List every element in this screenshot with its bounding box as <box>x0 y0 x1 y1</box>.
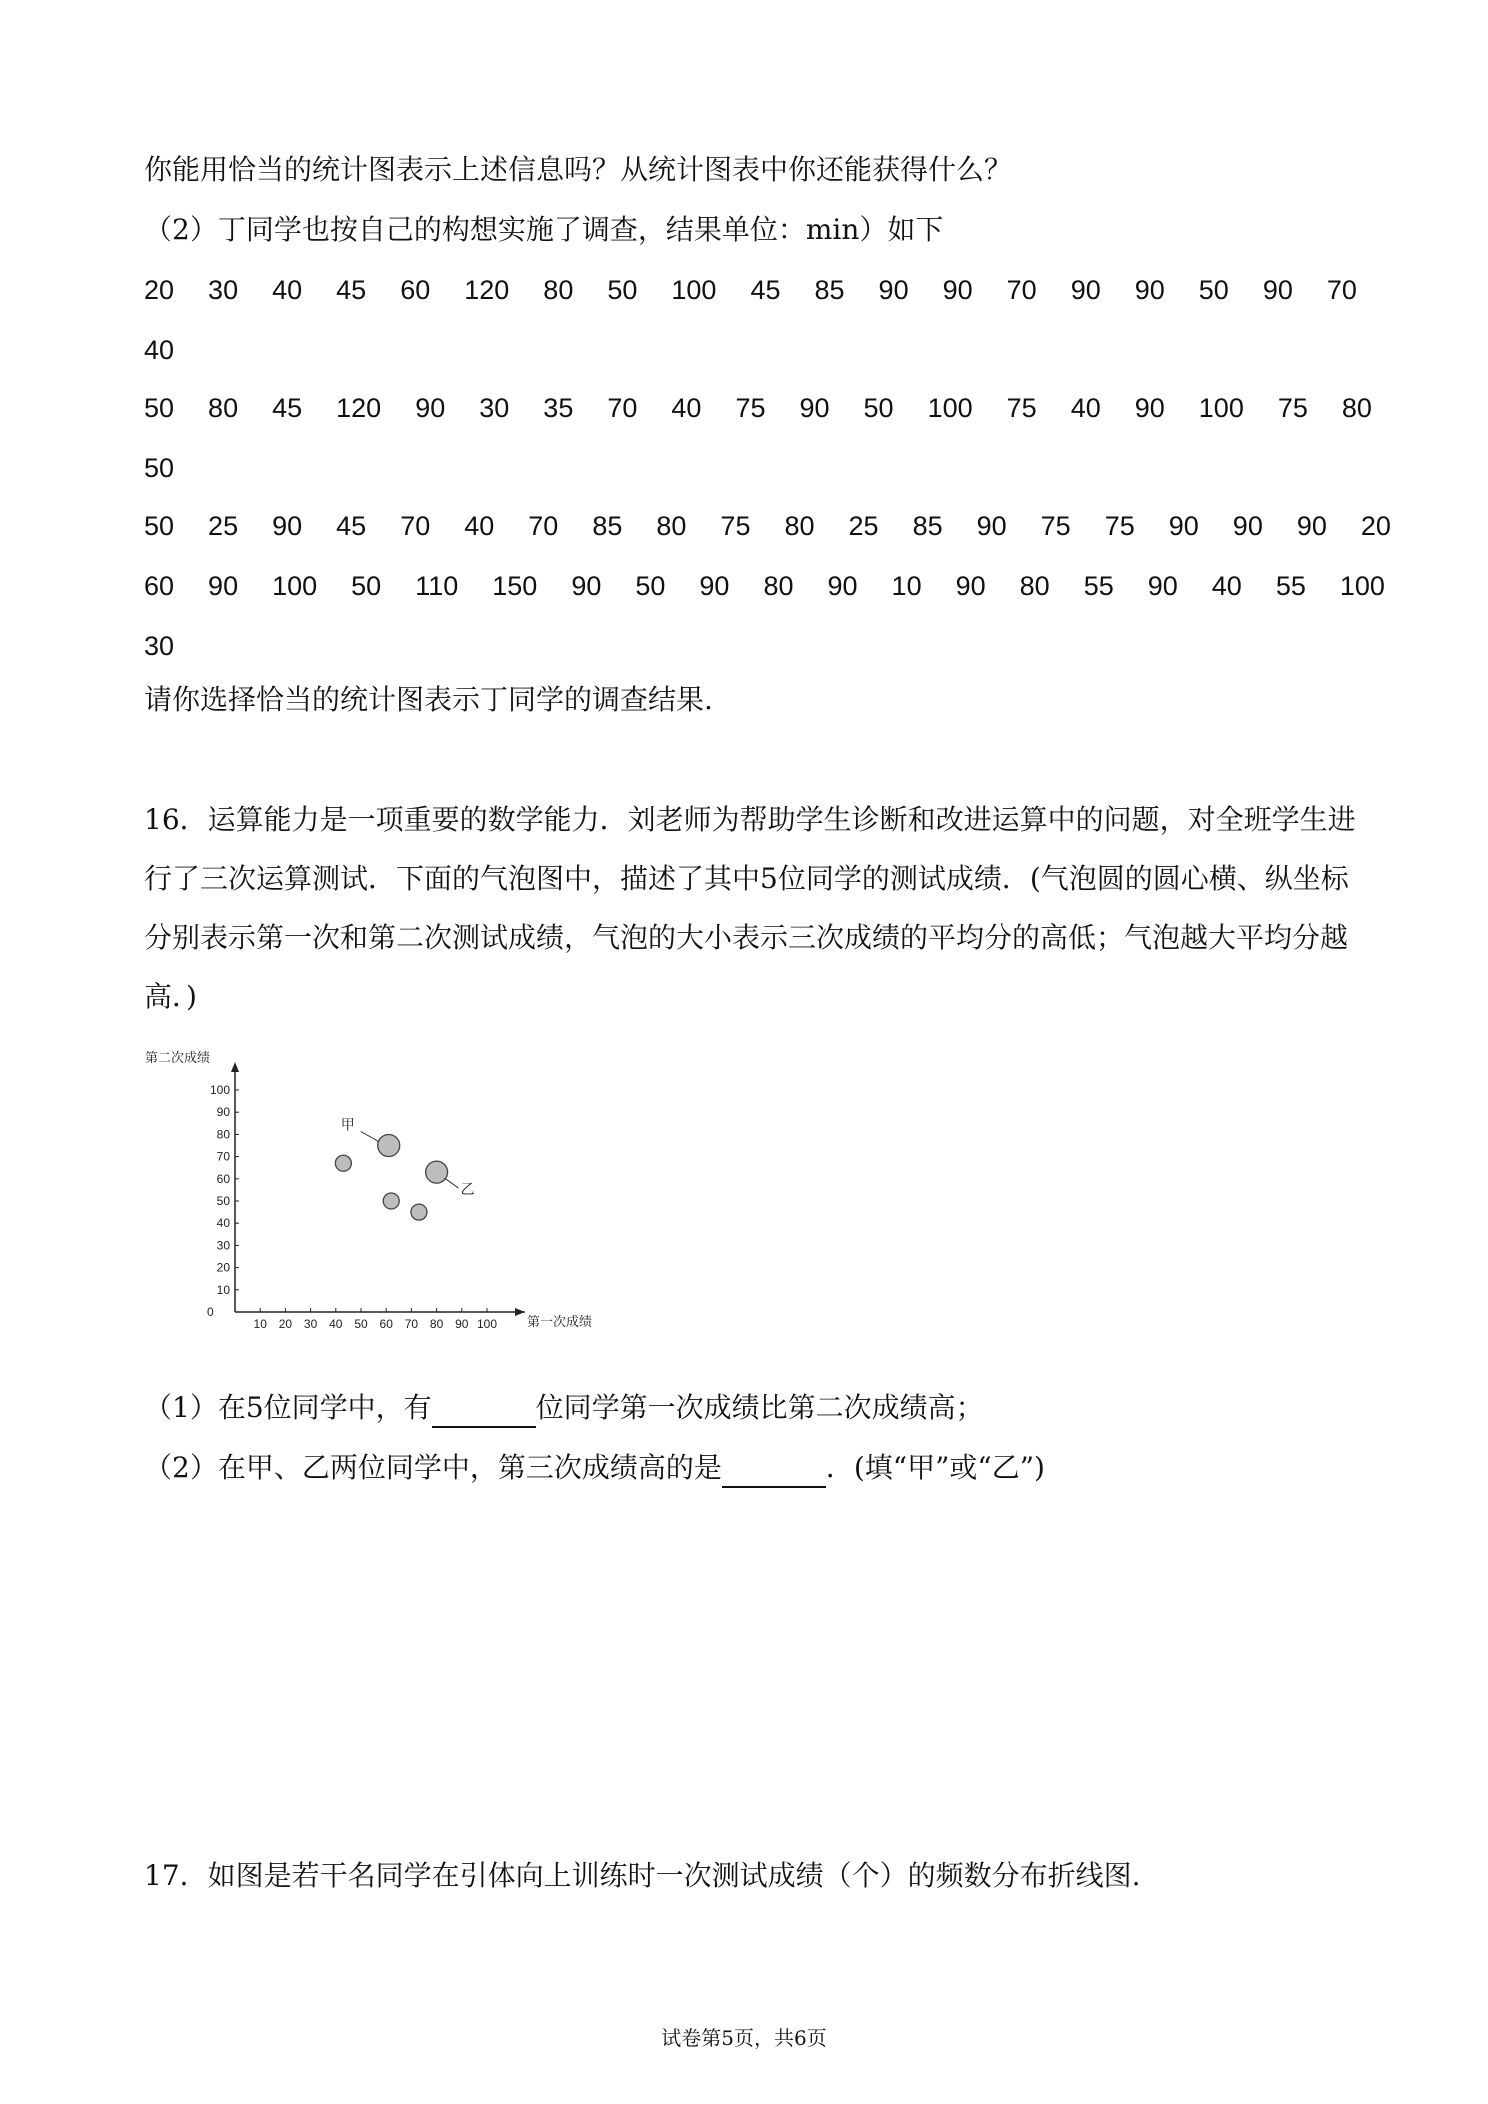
data-value: 30 <box>479 393 510 423</box>
y-tick-label: 80 <box>216 1127 230 1142</box>
data-value: 80 <box>656 511 687 541</box>
data-value: 75 <box>735 393 766 423</box>
bubble-label: 乙 <box>460 1181 475 1198</box>
data-row <box>144 388 1406 428</box>
data-value: 80 <box>1341 393 1372 423</box>
x-axis-label: 第一次成绩 <box>527 1314 593 1329</box>
data-value: 90 <box>799 393 830 423</box>
data-value: 90 <box>1070 275 1101 305</box>
y-tick-label: 90 <box>216 1105 230 1120</box>
data-value: 110 <box>415 571 459 601</box>
data-value: 60 <box>400 275 431 305</box>
data-value: 100 <box>671 275 717 305</box>
data-value: 50 <box>144 393 175 423</box>
data-value: 90 <box>272 511 303 541</box>
data-value: 50 <box>144 453 175 483</box>
data-value: 70 <box>607 393 638 423</box>
data-value: 20 <box>144 275 175 305</box>
data-value: 90 <box>976 511 1007 541</box>
data-row <box>144 330 208 370</box>
data-value: 120 <box>464 275 510 305</box>
data-value: 45 <box>336 511 367 541</box>
data-value: 45 <box>336 275 367 305</box>
question-continuation-text: 你能用恰当的统计图表示上述信息吗？从统计图表中你还能获得什么？ <box>144 153 1013 186</box>
data-value: 90 <box>1296 511 1327 541</box>
y-tick-label: 50 <box>216 1194 230 1208</box>
answer-blank-1[interactable] <box>432 1398 536 1428</box>
y-axis-arrow <box>231 1062 239 1072</box>
bubble <box>426 1161 448 1183</box>
y-tick-label: 30 <box>216 1238 230 1253</box>
data-value: 75 <box>1104 511 1135 541</box>
data-value: 20 <box>1360 511 1391 541</box>
bubble <box>335 1155 351 1171</box>
x-axis-arrow <box>515 1308 525 1316</box>
data-value: 120 <box>336 393 382 423</box>
data-row <box>144 270 1391 310</box>
data-value: 55 <box>1275 571 1306 601</box>
data-value: 85 <box>912 511 943 541</box>
data-value: 50 <box>607 275 638 305</box>
data-value: 45 <box>750 275 781 305</box>
data-value: 50 <box>863 393 894 423</box>
data-value: 80 <box>543 275 574 305</box>
label-leader <box>445 1178 459 1188</box>
x-tick-label: 20 <box>278 1317 293 1331</box>
x-tick-label: 50 <box>354 1317 368 1331</box>
data-value: 30 <box>208 275 239 305</box>
question-16-text: 16．运算能力是一项重要的数学能力．刘老师为帮助学生诊断和改进运算中的问题，对全班学生进行了三次运算测试．下面的气泡图中，描述了其中5位同学的测试成绩．(气泡圆的圆心横、纵坐标分别表示第一次和第二次测试成绩，气泡的大小表示三次成绩的平均分的高低；气泡越大平均分越高．) <box>144 803 1356 1013</box>
data-value: 60 <box>144 571 175 601</box>
data-value: 40 <box>1211 571 1242 601</box>
y-tick-label: 10 <box>216 1282 230 1297</box>
y-tick-label: 20 <box>216 1260 230 1275</box>
data-value: 90 <box>1262 275 1293 305</box>
data-value: 40 <box>272 275 303 305</box>
data-value: 75 <box>1040 511 1071 541</box>
data-value: 75 <box>1277 393 1308 423</box>
data-value: 40 <box>144 335 175 365</box>
data-value: 70 <box>1006 275 1037 305</box>
x-tick-label: 40 <box>329 1317 343 1331</box>
page-footer: 试卷第5页，共6页 <box>661 2026 827 2050</box>
data-value: 40 <box>464 511 495 541</box>
y-tick-label: 100 <box>209 1083 230 1097</box>
data-value: 70 <box>528 511 559 541</box>
data-value: 100 <box>927 393 973 423</box>
data-value: 30 <box>144 631 175 661</box>
data-row <box>144 506 1425 546</box>
data-value: 90 <box>955 571 986 601</box>
data-value: 80 <box>208 393 239 423</box>
data-value: 70 <box>400 511 431 541</box>
label-leader <box>361 1132 379 1142</box>
data-value: 85 <box>592 511 623 541</box>
data-row <box>144 566 1419 606</box>
bubble <box>411 1204 427 1220</box>
data-value: 50 <box>144 511 175 541</box>
data-value: 40 <box>1070 393 1101 423</box>
y-axis-label: 第二次成绩 <box>145 1050 211 1065</box>
data-value: 100 <box>1339 571 1385 601</box>
x-tick-label: 90 <box>455 1317 469 1331</box>
data-value: 100 <box>1198 393 1244 423</box>
data-value: 50 <box>351 571 382 601</box>
x-tick-label: 10 <box>253 1317 267 1331</box>
data-value: 80 <box>763 571 794 601</box>
data-value: 90 <box>878 275 909 305</box>
data-value: 55 <box>1083 571 1114 601</box>
x-tick-label: 70 <box>404 1317 419 1331</box>
question-16-sub1: （1）在5位同学中，有 位同学第一次成绩比第二次成绩高； <box>144 1388 984 1428</box>
y-tick-label: 70 <box>216 1149 230 1164</box>
data-value: 50 <box>635 571 666 601</box>
data-value: 75 <box>1006 393 1037 423</box>
data-value: 90 <box>1134 275 1165 305</box>
data-value: 90 <box>1147 571 1178 601</box>
y-tick-label: 60 <box>216 1171 230 1186</box>
data-row <box>144 626 208 666</box>
data-value: 90 <box>942 275 973 305</box>
instruction-text: 请你选择恰当的统计图表示丁同学的调查结果. <box>144 683 713 716</box>
y-tick-label: 40 <box>216 1216 230 1231</box>
data-value: 25 <box>848 511 879 541</box>
data-value: 90 <box>827 571 858 601</box>
data-value: 90 <box>1134 393 1165 423</box>
question-16-sub2: （2）在甲、乙两位同学中，第三次成绩高的是 ．(填“甲”或“乙”) <box>144 1448 1045 1488</box>
sub-question-2-text: （2）丁同学也按自己的构想实施了调查，结果单位：min）如下 <box>144 213 944 246</box>
answer-blank-2[interactable] <box>722 1458 826 1488</box>
data-value: 10 <box>891 571 922 601</box>
data-value: 150 <box>492 571 538 601</box>
data-value: 70 <box>1326 275 1357 305</box>
question-17-text: 17．如图是若干名同学在引体向上训练时一次测试成绩（个）的频数分布折线图. <box>144 1859 1141 1892</box>
data-value: 90 <box>1168 511 1199 541</box>
bubble-chart <box>140 1040 620 1340</box>
data-value: 45 <box>272 393 303 423</box>
x-tick-label: 30 <box>303 1317 318 1331</box>
origin-label: 0 <box>207 1305 214 1319</box>
bubble <box>378 1135 400 1157</box>
x-tick-label: 80 <box>429 1317 444 1331</box>
x-tick-label: 100 <box>476 1317 498 1331</box>
data-value: 75 <box>720 511 751 541</box>
bubble <box>383 1193 399 1209</box>
bubble-label: 甲 <box>340 1116 355 1133</box>
data-value: 25 <box>208 511 239 541</box>
data-value: 40 <box>671 393 702 423</box>
x-tick-label: 60 <box>379 1317 393 1331</box>
data-value: 80 <box>784 511 815 541</box>
data-value: 90 <box>208 571 239 601</box>
data-value: 90 <box>415 393 446 423</box>
data-value: 100 <box>272 571 318 601</box>
data-row <box>144 448 208 488</box>
data-value: 80 <box>1019 571 1050 601</box>
data-value: 90 <box>1232 511 1263 541</box>
data-value: 35 <box>543 393 574 423</box>
data-value: 85 <box>814 275 845 305</box>
data-value: 90 <box>571 571 602 601</box>
data-value: 50 <box>1198 275 1229 305</box>
data-value: 90 <box>699 571 730 601</box>
